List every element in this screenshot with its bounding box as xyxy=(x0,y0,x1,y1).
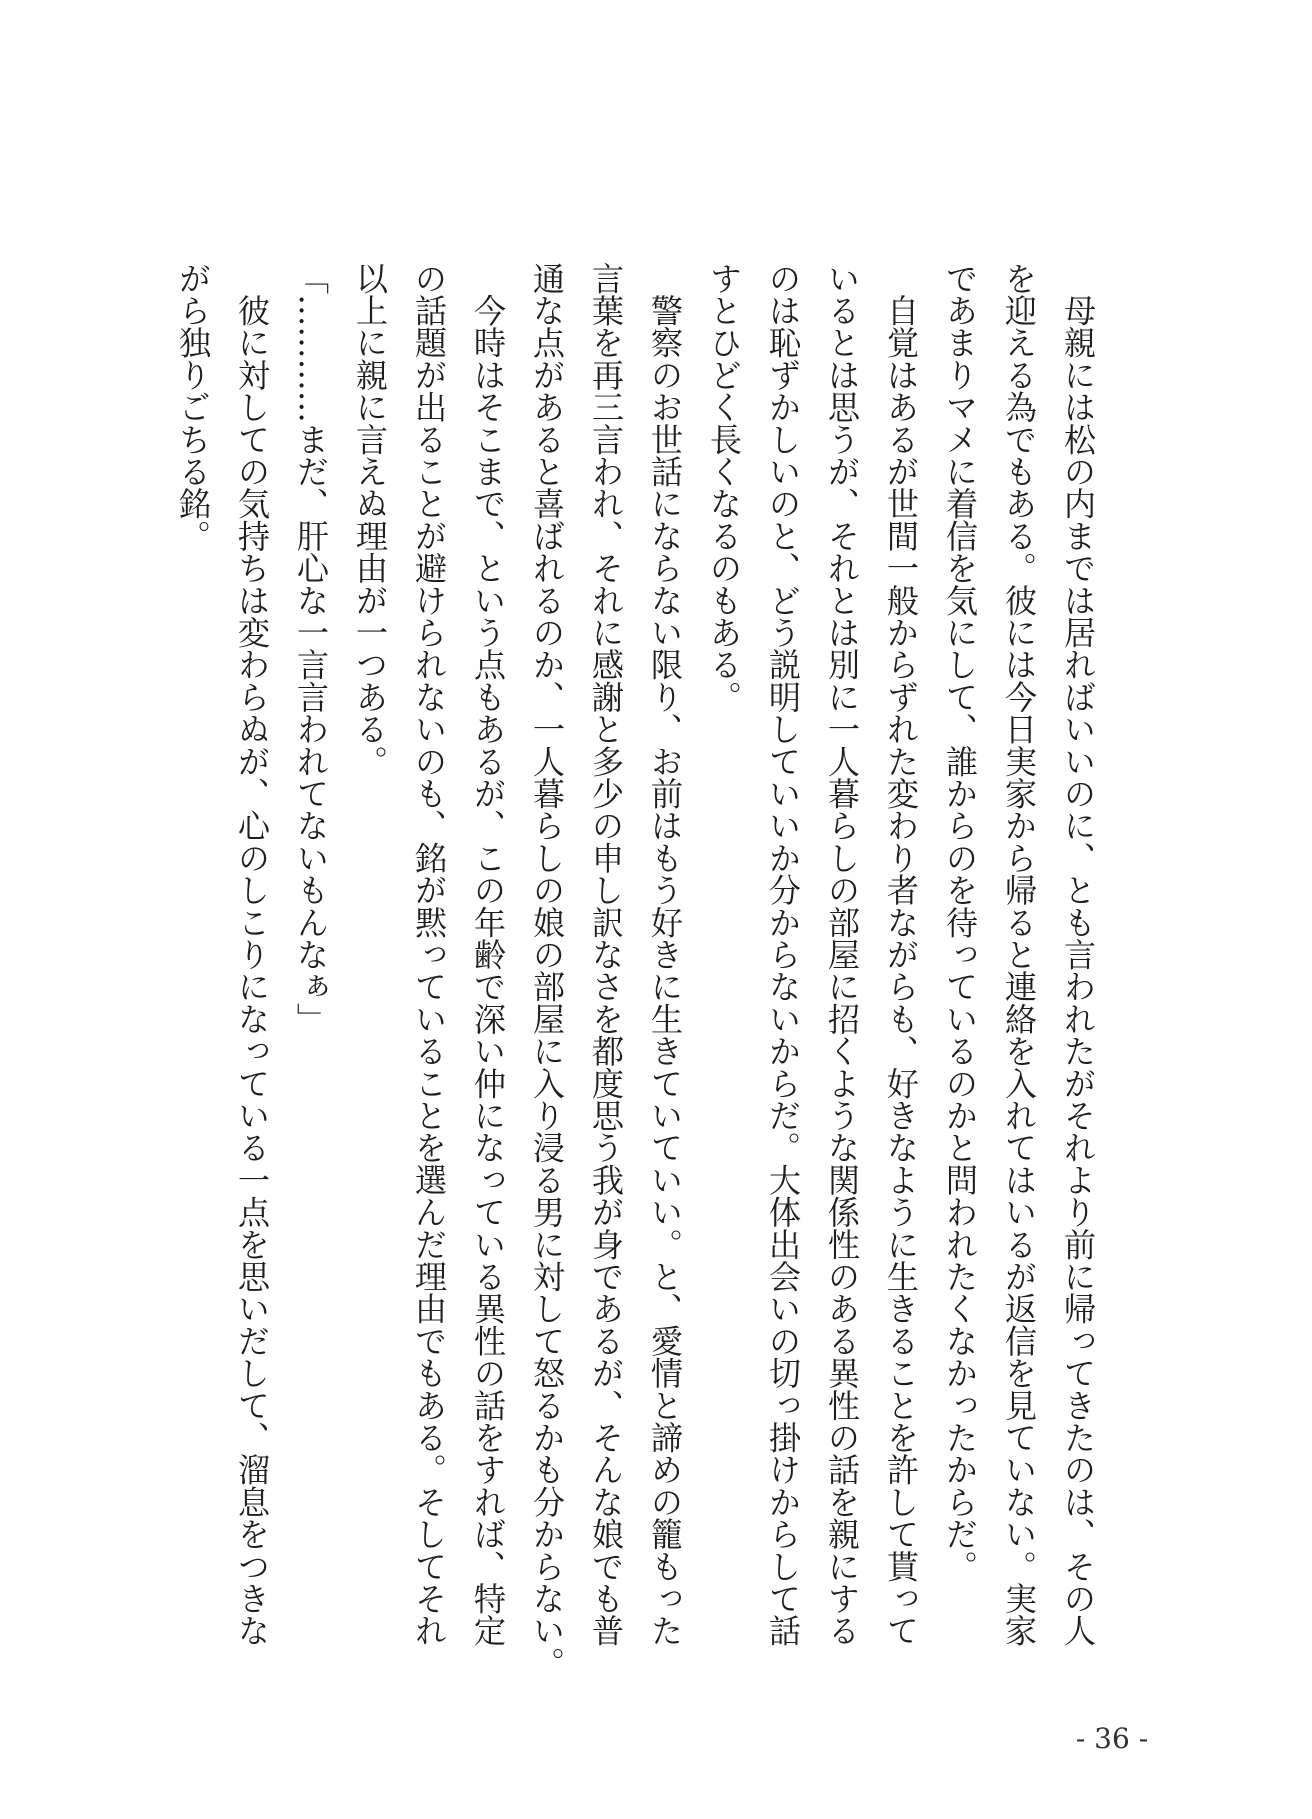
text-line: 今時はそこまで、という点もあるが、この年齢で深い仲になっている異性の話をすれば、特定 xyxy=(469,262,507,1647)
page-number: - 36 - xyxy=(1075,1722,1149,1755)
text-line: の話題が出ることが避けられないのも、銘が黙っていることを選んだ理由でもある。そしてそれ xyxy=(410,262,448,1647)
text-line: 母親には松の内までは居ればいいのに、とも言われたがそれより前に帰ってきたのは、その人 xyxy=(1059,262,1097,1647)
text-line: 以上に親に言えぬ理由が一つある。 xyxy=(351,262,389,778)
text-line: いるとは思うが、それとは別に一人暮らしの部屋に招くような関係性のある異性の話を親にする xyxy=(823,262,861,1647)
text-line: 言葉を再三言われ、それに感謝と多少の申し訳なさを都度思う我が身であるが、そんな娘でも普 xyxy=(587,262,625,1647)
body-text xyxy=(163,262,1107,1679)
text-line: を迎える為でもある。彼には今日実家から帰ると連絡を入れてはいるが返信を見ていない。実家 xyxy=(1000,262,1038,1647)
text-line: 彼に対しての気持ちは変わらぬが、心のしこりになっている一点を思いだして、溜息をつきな xyxy=(233,262,271,1647)
text-line: 通な点があると喜ばれるのか、一人暮らしの娘の部屋に入り浸る男に対して怒るかも分からない。 xyxy=(528,262,566,1679)
text-line: がら独りごちる銘。 xyxy=(174,262,212,552)
text-line: 「…………まだ、肝心な一言言われてないもんなぁ」 xyxy=(292,262,330,1035)
text-line: であまりマメに着信を気にして、誰からのを待っているのかと問われたくなかったからだ。 xyxy=(941,262,979,1583)
text-line: のは恥ずかしいのと、どう説明していいか分からないからだ。大体出会いの切っ掛けからして話 xyxy=(764,262,802,1647)
text-line: 自覚はあるが世間一般からずれた変わり者ながらも、好きなように生きることを許して貰って xyxy=(882,262,920,1647)
text-line: すとひどく長くなるのもある。 xyxy=(705,262,743,713)
text-line: 警察のお世話にならない限り、お前はもう好きに生きていていい。と、愛情と諦めの籠もった xyxy=(646,262,684,1647)
